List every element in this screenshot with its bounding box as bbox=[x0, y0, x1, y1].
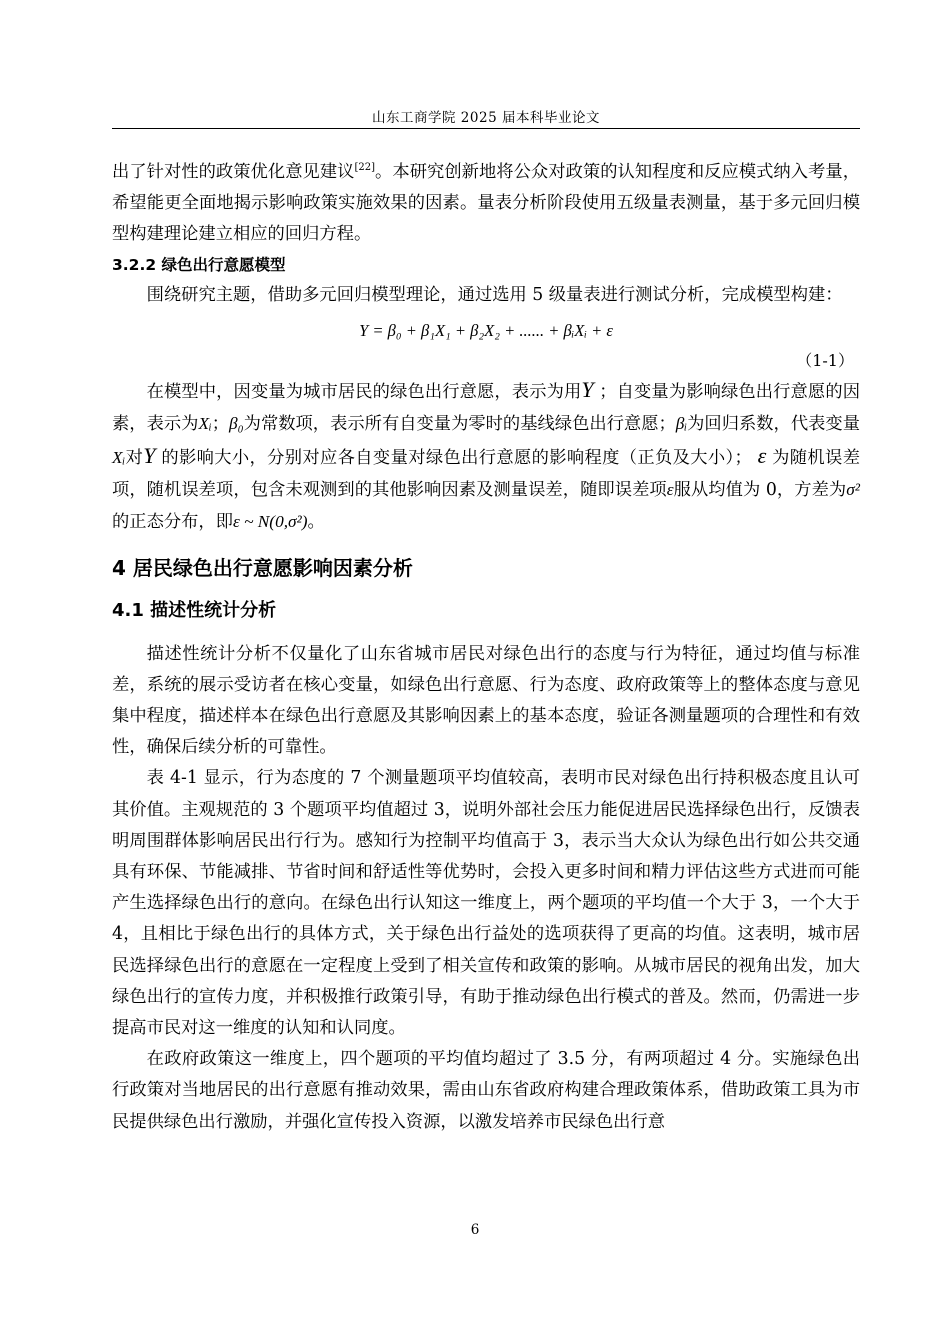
math-Xi-2: Xᵢ bbox=[112, 447, 126, 467]
text: 的影响大小，分别对应各自变量对绿色出行意愿的影响程度（正负及大小）； bbox=[161, 447, 752, 468]
text: 为常数项，表示所有自变量为零时的基线绿色出行意愿； bbox=[243, 413, 676, 434]
subsection-heading-3-2-2: 3.2.2 绿色出行意愿模型 bbox=[112, 256, 286, 275]
text: 。 bbox=[307, 512, 325, 533]
body-paragraph: 在政府政策这一维度上，四个题项的平均值均超过了 3.5 分，有两项超过 4 分。实施绿色出行政策对当地居民的出行意愿有推动效果，需由山东省政府构建合理政策体系，借助政策工具为市民提供绿色出行激励，并强化宣传投入资源，以激发培养市民绿色出行意 bbox=[112, 1049, 860, 1132]
regression-formula: Y = β₀ + β₁X₁ + β₂X₂ + ...... + βᵢXᵢ + ε bbox=[359, 320, 613, 340]
intro-text-2: 。本研究创新地将公众对政策的认知程度和反应模式纳入考量，希望能更全面地揭示影响政策实施效果的因素。量表分析阶段使用五级量表测量，基于多元回归模型构建理论建立相应的回归方程。 bbox=[112, 161, 860, 245]
text: 为回归系数，代表变量 bbox=[687, 413, 860, 434]
page-body bbox=[112, 152, 860, 1138]
running-header: 山东工商学院 2025 届本科毕业论文 bbox=[372, 110, 600, 126]
body-paragraph: 描述性统计分析不仅量化了山东省城市居民对绿色出行的态度与行为特征，通过均值与标准差，系统的展示受访者在核心变量，如绿色出行意愿、行为态度、政府政策等上的整体态度与意见集中程度，描述样本在绿色出行意愿及其影响因素上的基本态度，验证各测量题项的合理性和有效性，确保后续分析的可靠性。 bbox=[112, 643, 860, 758]
text: 对 bbox=[125, 447, 144, 468]
section-heading-4-1: 4.1 描述性统计分析 bbox=[112, 599, 277, 621]
model-explanation-paragraph bbox=[112, 374, 860, 539]
body-paragraph: 表 4-1 显示，行为态度的 7 个测量题项平均值较高，表明市民对绿色出行持积极态度且认可其价值。主观规范的 3 个题项平均值超过 3，说明外部社会压力能促进居民选择绿色出行，反馈表明周围群体影响居民出行行为。感知行为控制平均值高于 3，表示当大众认为绿色出行如公共交通具有环保、节能减排、节省时间和舒适性等优势时，会投入更多时间和精力评估这些方式进而可能产生选择绿色出行的意向。在绿色出行认知这一维度上，两个题项的平均值一个大于 3，一个大于 4，且相比于绿色出行的具体方式，关于绿色出行益处的选项获得了更高的均值。这表明，城市居民选择绿色出行的意愿在一定程度上受到了相关宣传和政策的影响。从城市居民的视角出发，加大绿色出行的宣传力度，并积极推行政策引导，有助于推动绿色出行模式的普及。然而，仍需进一步提高市民对这一维度的认知和认同度。 bbox=[112, 768, 860, 1039]
math-Y: Y bbox=[581, 376, 594, 402]
chapter-heading-4: 4 居民绿色出行意愿影响因素分析 bbox=[112, 555, 413, 580]
math-Y-2: Y bbox=[143, 442, 156, 468]
text: 的正态分布，即 bbox=[112, 512, 233, 533]
math-betai: βᵢ bbox=[675, 413, 688, 433]
math-epsilon: ε bbox=[757, 442, 767, 468]
text: 服从均值为 0，方差为 bbox=[673, 480, 847, 501]
intro-text-1: 出了针对性的政策优化意见建议 bbox=[112, 161, 355, 182]
math-Xi: Xᵢ bbox=[198, 413, 212, 433]
header-divider bbox=[112, 128, 860, 129]
equation-number: （1-1） bbox=[796, 350, 854, 370]
model-intro-paragraph: 围绕研究主题，借助多元回归模型理论，通过选用 5 级量表进行测试分析，完成模型构建： bbox=[146, 285, 843, 306]
math-epsilon-2: ε bbox=[666, 480, 674, 500]
text: ； bbox=[211, 413, 230, 434]
math-beta0: β₀ bbox=[229, 413, 244, 433]
page-number: 6 bbox=[470, 1222, 480, 1238]
text: 在模型中，因变量为城市居民的绿色出行意愿，表示为用 bbox=[146, 381, 582, 402]
math-distribution: ε ~ N(0,σ²) bbox=[232, 512, 308, 532]
intro-paragraph bbox=[112, 152, 860, 250]
math-sigma-squared: σ² bbox=[846, 480, 860, 500]
citation: [22] bbox=[354, 162, 376, 173]
text: ；自变量为影响绿色出行意愿的因素，表示为 bbox=[112, 381, 860, 434]
text: 为随机误差项，随机误差项，包含未观测到的其他影响因素及测量误差，随即误差项 bbox=[112, 447, 860, 501]
